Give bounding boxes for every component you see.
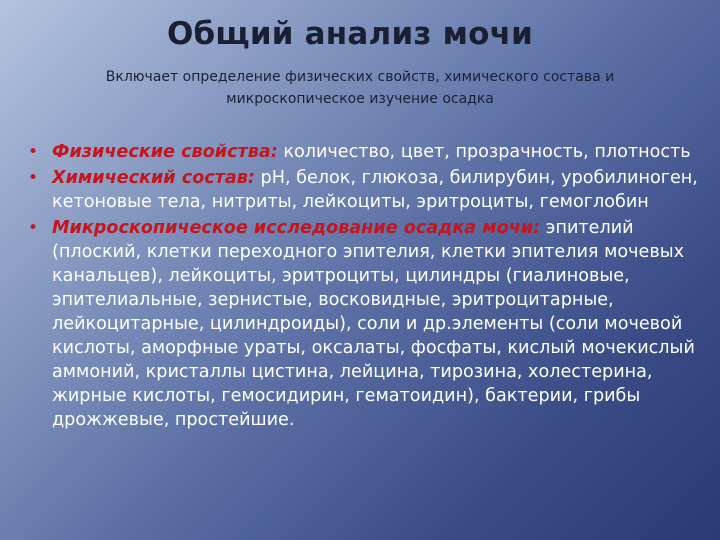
bullet-list xyxy=(26,140,712,434)
bullet-text: рН, белок, глюкоза, билирубин, уробилиноген, кетоновые тела, нитриты, лейкоциты, эритроциты, гемоглобин xyxy=(52,168,698,212)
bullet-text: эпителий (плоский, клетки переходного эпителия, клетки эпителия мочевых канальцев), лейкоциты, эритроциты, цилиндры (гиалиновые, эпителиальные, зернистые, восковидные, эритроцитарные, лейкоцитарные, цилиндроиды), соли и др.элементы (соли мочевой кислоты, аморфные ураты, оксалаты, фосфаты, кислый мочекислый аммоний, кристаллы цистина, лейцина, тирозина, холестерина, жирные кислоты, гемосидирин, гематоидин), бактерии, грибы дрожжевые, простейшие. xyxy=(52,218,695,430)
bullet-icon: • xyxy=(28,218,39,238)
slide-title: Общий анализ мочи xyxy=(166,16,534,52)
slide-subtitle: Включает определение физических свойств, химического состава и микроскопическое изучение осадка xyxy=(105,69,615,107)
bullet-term: Микроскопическое исследование осадка мочи: xyxy=(52,218,541,238)
bullet-microscopy xyxy=(26,216,712,432)
bullet-icon: • xyxy=(28,168,39,188)
bullet-chemical-composition xyxy=(26,166,712,214)
bullet-icon: • xyxy=(28,142,39,162)
bullet-term: Физические свойства: xyxy=(52,142,278,162)
bullet-text: количество, цвет, прозрачность, плотность xyxy=(277,142,691,162)
bullet-term: Химический состав: xyxy=(52,168,255,188)
bullet-physical-properties xyxy=(26,140,712,164)
